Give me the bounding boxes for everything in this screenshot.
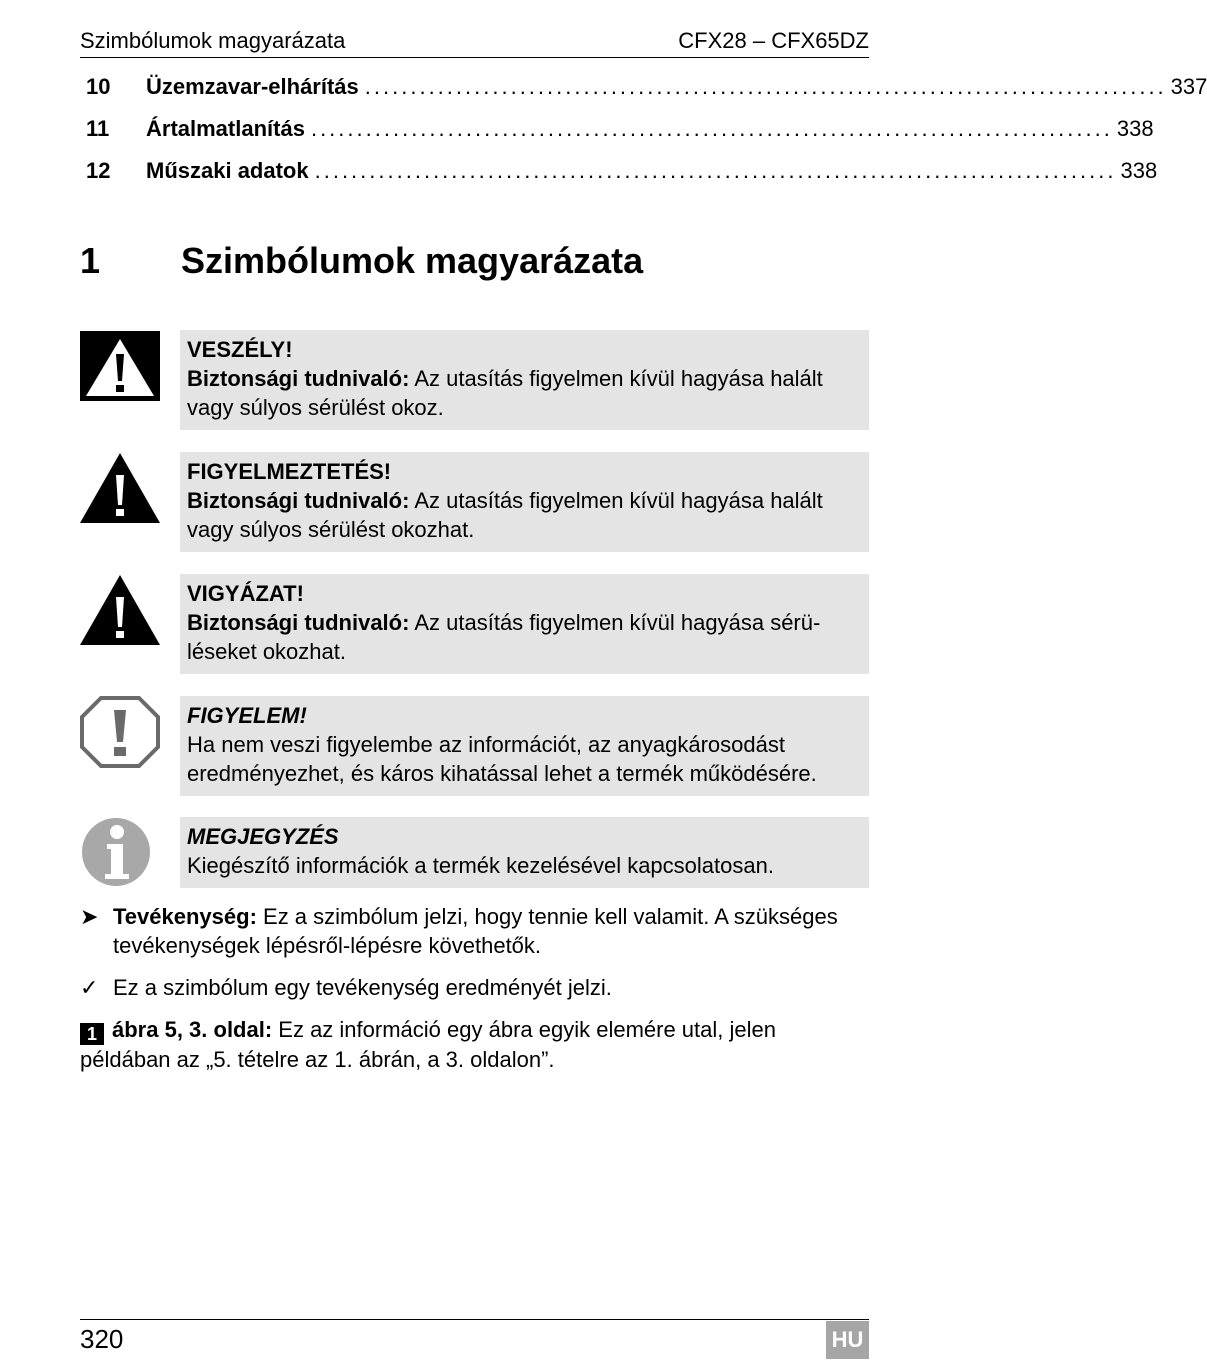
- action-lead: Tevékenység:: [113, 904, 257, 929]
- toc-number: 10: [86, 74, 111, 99]
- notice-body: [187, 364, 861, 422]
- section-title: Szimbólumok magyarázata: [181, 240, 644, 281]
- result-paragraph: [80, 973, 869, 1002]
- notice-text: Az utasítás figyelmen kívül hagyása sérüléseket okozhat.: [187, 610, 821, 664]
- notice-text: Kiegészítő információk a termék kezelésével kapcsolatosan.: [187, 853, 774, 878]
- header-model-range: CFX28 – CFX65DZ: [678, 28, 869, 53]
- figure-reference-paragraph: [80, 1015, 869, 1074]
- signal-word: FIGYELMEZTETÉS!: [187, 459, 392, 484]
- toc-page: 338: [1120, 158, 1158, 183]
- toc-leader-dots: ........................................................................................: [364, 74, 1167, 99]
- toc-title: Műszaki adatok: [146, 158, 309, 183]
- action-text: [113, 902, 869, 960]
- toc-number: 12: [86, 158, 111, 183]
- figref-lead: ábra 5, 3. oldal:: [112, 1017, 273, 1042]
- danger-notice-box: [180, 330, 869, 430]
- arrow-marker-icon: ➤: [80, 904, 99, 929]
- section-number: 1: [80, 240, 101, 281]
- result-text: Ez a szimbólum egy tevékenység eredményét jelzi.: [113, 975, 612, 1000]
- caution-notice-box: [180, 574, 869, 674]
- note-notice-box: [180, 817, 869, 888]
- table-of-contents: [86, 74, 1207, 200]
- toc-title: Ártalmatlanítás: [146, 116, 305, 141]
- toc-entry[interactable]: [86, 116, 1154, 158]
- toc-title: Üzemzavar-elhárítás: [146, 74, 359, 99]
- caution-triangle-icon: [80, 574, 160, 646]
- notice-text: Az utasítás figyelmen kívül hagyása halált vagy súlyos sérülést okoz.: [187, 366, 823, 420]
- toc-leader-dots: ........................................................................................: [310, 116, 1113, 141]
- notice-body: [187, 486, 861, 544]
- attention-notice-box: [180, 696, 869, 796]
- toc-leader-dots: ........................................................................................: [314, 158, 1117, 183]
- toc-page: 338: [1116, 116, 1154, 141]
- signal-word: FIGYELEM!: [187, 703, 307, 728]
- figref-text: Ez az információ egy ábra egyik elemére utal, jelen példában az „5. tételre az 1. ábrán, a 3. oldalon”.: [80, 1017, 776, 1072]
- notice-text: Az utasítás figyelmen kívül hagyása halált vagy súlyos sérülést okozhat.: [187, 488, 823, 542]
- signal-word: VIGYÁZAT!: [187, 581, 304, 606]
- toc-entry[interactable]: [86, 74, 1207, 116]
- language-badge: HU: [826, 1321, 869, 1359]
- warning-notice-box: [180, 452, 869, 552]
- warning-triangle-icon: [80, 452, 160, 524]
- notice-text: Ha nem veszi figyelembe az információt, az anyagkárosodást eredményezhet, és káros kihatással lehet a termék működésére.: [187, 732, 817, 786]
- notice-lead: Biztonsági tudnivaló:: [187, 366, 410, 391]
- toc-page: 337: [1170, 74, 1207, 99]
- footer-rule: [80, 1319, 869, 1320]
- checkmark-icon: ✓: [80, 975, 99, 1000]
- figure-item-box: 1: [80, 1023, 104, 1045]
- danger-warning-icon: [80, 330, 160, 402]
- notice-lead: Biztonsági tudnivaló:: [187, 610, 410, 635]
- action-body: Ez a szimbólum jelzi, hogy tennie kell valamit. A szükséges tevékenységek lépésről-lépésre követhetők.: [113, 904, 838, 958]
- attention-octagon-icon: [80, 696, 160, 768]
- signal-word: MEGJEGYZÉS: [187, 824, 339, 849]
- info-circle-icon: [80, 817, 160, 889]
- running-header: [80, 26, 869, 58]
- header-section-title: Szimbólumok magyarázata: [80, 28, 346, 53]
- notice-lead: Biztonsági tudnivaló:: [187, 488, 410, 513]
- page-number: 320: [80, 1324, 124, 1354]
- signal-word: VESZÉLY!: [187, 337, 293, 362]
- toc-number: 11: [86, 116, 110, 141]
- toc-entry[interactable]: [86, 158, 1158, 200]
- notice-body: [187, 608, 861, 666]
- action-paragraph: [80, 902, 869, 960]
